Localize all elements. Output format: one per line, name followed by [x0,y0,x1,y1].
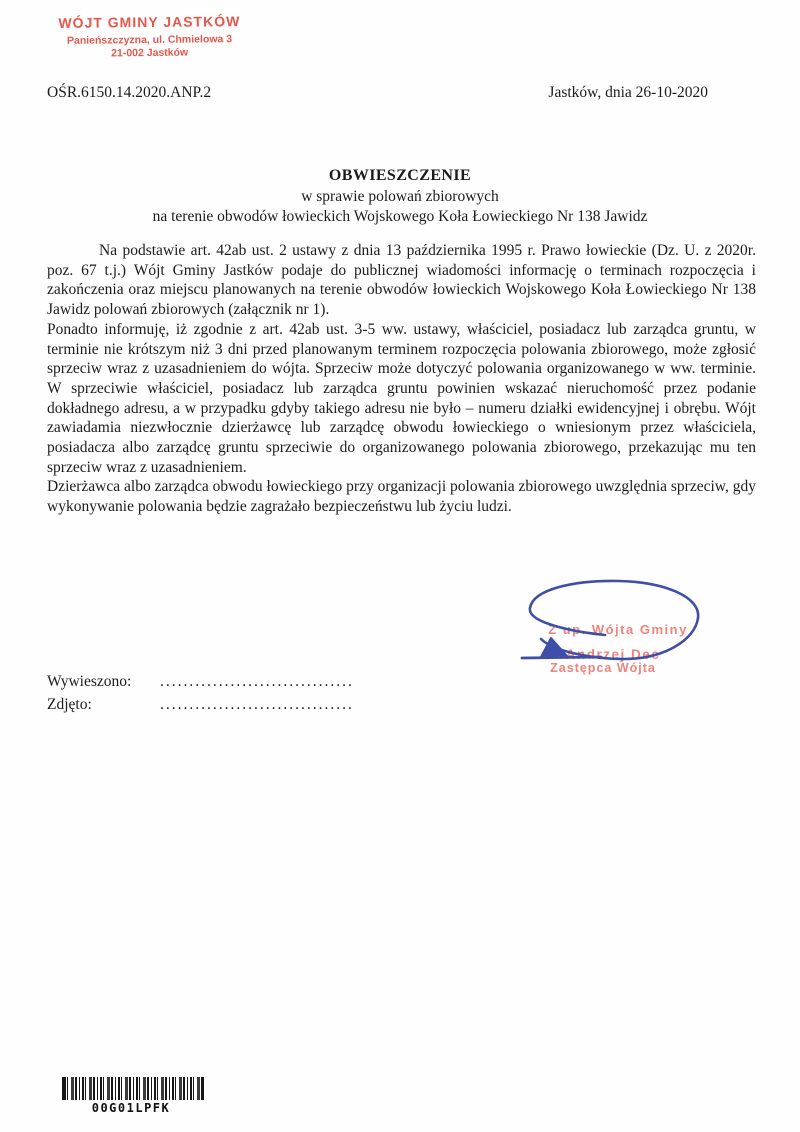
removed-label: Zdjęto: [47,696,92,713]
case-reference-number: OŚR.6150.14.2020.ANP.2 [47,84,212,101]
barcode [62,1077,200,1115]
document-subtitle-2: na terenie obwodów łowieckich Wojskowego Koła Łowieckiego Nr 138 Jawidz [152,208,648,225]
office-stamp-address: Panieńszczyzna, ul. Chmielowa 3 [66,33,233,47]
posting-record [47,670,354,716]
signature-name: Andrzej Dec [565,647,661,662]
paragraph-legal-basis: Na podstawie art. 42ab ust. 2 ustawy z dnia 13 października 1995 r. Prawo łowieckie (Dz. U. z 2020r. poz. 67 t.j.) Wójt Gminy Jastków podaje do publicznej wiadomości informację o terminach rozpoczęcia i zakończenia oraz miejscu planowanych na terenie obwodów łowieckich Wojskowego Koła Łowieckiego Nr 138 Jawidz polowań zbiorowych (załącznik nr 1). [47,242,756,319]
office-stamp-city: 21-002 Jastków [111,46,189,60]
document-title: OBWIESZCZENIE [328,167,472,184]
place-and-date: Jastków, dnia 26-10-2020 [548,84,708,101]
removed-dotted-line: ................................. [160,696,354,713]
signature-on-behalf: Z up. Wójta Gminy [548,622,688,637]
barcode-bars-icon [62,1077,204,1100]
reference-row [47,84,708,102]
removed-row [47,693,354,716]
posted-row [47,670,354,693]
office-stamp-name: WÓJT GMINY JASTKÓW [58,13,241,31]
title-block [0,166,800,227]
posted-label: Wywieszono: [47,673,132,690]
office-stamp [52,13,247,61]
posted-dotted-line: ................................. [160,673,354,690]
document-subtitle-1: w sprawie polowań zbiorowych [301,188,499,205]
signature-title: Zastępca Wójta [550,661,656,675]
signature-block [513,576,718,686]
barcode-value: 00G01LPFK [91,1101,171,1115]
paragraph-objection-effect: Dzierżawca albo zarządca obwodu łowieckiego przy organizacji polowania zbiorowego uwzględnia sprzeciw, gdy wykonywanie polowania będzie zagrażało bezpieczeństwu lub życiu ludzi. [47,478,756,516]
handwritten-signature-icon [513,576,718,686]
body-text [47,241,756,517]
paragraph-objection-procedure: Ponadto informuję, iż zgodnie z art. 42ab ust. 3-5 ww. ustawy, właściciel, posiadacz lub zarządca gruntu, w terminie nie krótszym niż 3 dni przed planowanym terminem rozpoczęcia polowania zbiorowego, może zgłosić sprzeciw wraz z uzasadnieniem do wójta. Sprzeciw może dotyczyć polowania organizowanego w ww. terminie. W sprzeciwie właściciel, posiadacz lub zarządca gruntu powinien wskazać nieruchomość przez podanie dokładnego adresu, a w przypadku gdyby takiego adresu nie było – numeru działki ewidencyjnej i obrębu. Wójt zawiadamia niezwłocznie dzierżawcę lub zarządcę obwodu łowieckiego o wniesionym przez właściciela, posiadacza albo zarządcę gruntu sprzeciwie do organizowanego polowania zbiorowego, przekazując mu ten sprzeciw wraz z uzasadnieniem. [47,320,756,476]
